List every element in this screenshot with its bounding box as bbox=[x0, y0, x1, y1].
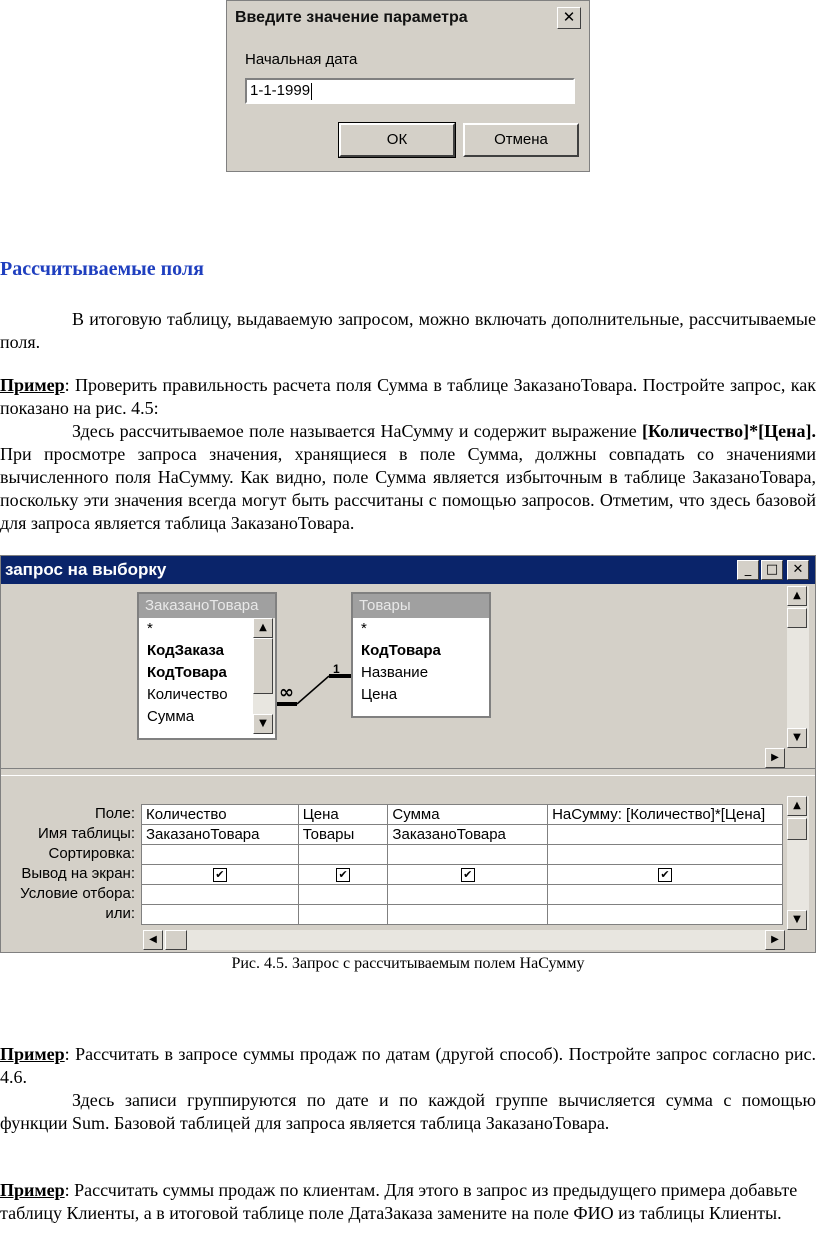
parameter-value: 1-1-1999 bbox=[250, 82, 311, 99]
example-3-task bbox=[0, 1179, 816, 1225]
scroll-up-icon[interactable]: ▲ bbox=[787, 796, 807, 816]
ok-button[interactable]: ОК bbox=[339, 123, 455, 157]
grid-cell bbox=[388, 865, 548, 885]
grid-cell[interactable] bbox=[142, 845, 299, 865]
scroll-right-icon[interactable]: ▶ bbox=[765, 748, 785, 768]
grid-cell[interactable] bbox=[548, 825, 783, 845]
field-item[interactable]: Цена bbox=[361, 686, 398, 703]
pane-splitter[interactable] bbox=[1, 768, 816, 776]
row-label: Вывод на экран: bbox=[21, 865, 135, 882]
example-label: Пример bbox=[0, 1044, 65, 1064]
grid-cell[interactable]: Количество bbox=[142, 805, 299, 825]
example-1-description bbox=[0, 420, 816, 535]
example-1-task bbox=[0, 374, 816, 420]
row-label: или: bbox=[105, 905, 135, 922]
query-window bbox=[0, 555, 816, 953]
text-caret bbox=[311, 83, 312, 100]
grid-cell[interactable] bbox=[142, 885, 299, 905]
row-label: Имя таблицы: bbox=[37, 825, 135, 842]
table-pane bbox=[1, 584, 785, 766]
example-2-task bbox=[0, 1043, 816, 1089]
grid-cell[interactable]: ЗаказаноТовара bbox=[388, 825, 548, 845]
example-3 bbox=[0, 1179, 816, 1225]
query-grid bbox=[141, 804, 783, 925]
cancel-button[interactable]: Отмена bbox=[463, 123, 579, 157]
parameter-label: Начальная дата bbox=[245, 51, 358, 68]
grid-cell[interactable] bbox=[388, 845, 548, 865]
intro-text: В итоговую таблицу, выдаваемую запросом, можно включать дополнительные, рассчитываемые поля. bbox=[0, 309, 816, 352]
table-tovary[interactable] bbox=[351, 592, 491, 718]
scroll-up-icon[interactable]: ▲ bbox=[787, 586, 807, 606]
row-label: Условие отбора: bbox=[20, 885, 135, 902]
example-label: Пример bbox=[0, 1180, 65, 1200]
row-labels bbox=[1, 804, 139, 924]
grid-cell[interactable]: Товары bbox=[298, 825, 388, 845]
field-item[interactable]: КодЗаказа bbox=[147, 642, 225, 659]
table-row bbox=[142, 845, 783, 865]
many-symbol: ∞ bbox=[279, 682, 294, 703]
scroll-left-icon[interactable]: ◀ bbox=[143, 930, 163, 950]
design-grid bbox=[1, 786, 783, 932]
row-label: Поле: bbox=[94, 805, 135, 822]
maximize-icon[interactable]: □ bbox=[761, 560, 783, 580]
grid-cell bbox=[142, 865, 299, 885]
grid-cell bbox=[298, 865, 388, 885]
table-header: Товары bbox=[353, 594, 489, 618]
section-heading: Рассчитываемые поля bbox=[0, 258, 204, 280]
example-2 bbox=[0, 1043, 816, 1135]
show-checkbox[interactable]: ✔ bbox=[461, 868, 475, 882]
table-row bbox=[142, 885, 783, 905]
show-checkbox[interactable]: ✔ bbox=[658, 868, 672, 882]
scroll-down-icon[interactable]: ▼ bbox=[787, 728, 807, 748]
close-icon[interactable]: ✕ bbox=[557, 7, 581, 29]
example-1-desc-a: Здесь рассчитываемое поле называется НаСумму и содержит выражение bbox=[72, 421, 642, 441]
grid-horizontal-scrollbar[interactable] bbox=[143, 930, 785, 950]
grid-cell[interactable]: Сумма bbox=[388, 805, 548, 825]
field-item[interactable]: Количество bbox=[147, 686, 228, 703]
close-window-icon[interactable]: ✕ bbox=[787, 560, 809, 580]
grid-cell bbox=[548, 865, 783, 885]
scroll-thumb[interactable] bbox=[787, 818, 807, 840]
grid-cell[interactable]: Цена bbox=[298, 805, 388, 825]
grid-cell[interactable] bbox=[548, 845, 783, 865]
scroll-thumb[interactable] bbox=[253, 638, 273, 694]
scroll-down-icon[interactable]: ▼ bbox=[253, 714, 273, 734]
dialog-title: Введите значение параметра bbox=[229, 3, 587, 33]
row-label: Сортировка: bbox=[48, 845, 135, 862]
table-zakazanotovara[interactable] bbox=[137, 592, 277, 740]
field-item[interactable]: Название bbox=[361, 664, 429, 681]
field-item[interactable]: КодТовара bbox=[147, 664, 227, 681]
example-2-description: Здесь записи группируются по дате и по каждой группе вычисляется сумма с помощью функции Sum. Базовой таблицей для запроса является таблица ЗаказаноТовара. bbox=[0, 1090, 816, 1133]
example-1-text: : Проверить правильность расчета поля Сумма в таблице ЗаказаноТовара. Постройте запрос, как показано на рис. 4.5: bbox=[0, 375, 816, 418]
minimize-icon[interactable]: _ bbox=[737, 560, 759, 580]
grid-cell[interactable] bbox=[548, 905, 783, 925]
pane-vertical-scrollbar[interactable] bbox=[787, 586, 809, 748]
show-checkbox[interactable]: ✔ bbox=[213, 868, 227, 882]
table-scrollbar[interactable] bbox=[253, 618, 275, 734]
grid-cell[interactable] bbox=[298, 845, 388, 865]
example-1-desc-b: При просмотре запроса значения, хранящиеся в поле Сумма, должны совпадать со значениями вычисленного поля НаСумму. Как видно, поле Сумма является избыточным в таблице ЗаказаноТовара, поскольку эти значения всегда могут быть рассчитаны с помощью запросов. Отметим, что здесь базовой для запроса является таблица ЗаказаноТовара. bbox=[0, 444, 816, 533]
expression: [Количество]*[Цена]. bbox=[641, 421, 816, 441]
grid-cell[interactable]: НаСумму: [Количество]*[Цена] bbox=[548, 805, 783, 825]
example-2-text: : Рассчитать в запросе суммы продаж по датам (другой способ). Постройте запрос согласно рис. 4.6. bbox=[0, 1044, 816, 1087]
scroll-thumb[interactable] bbox=[165, 930, 187, 950]
grid-vertical-scrollbar[interactable] bbox=[787, 796, 809, 930]
table-header: ЗаказаноТовара bbox=[139, 594, 275, 618]
grid-cell[interactable] bbox=[298, 905, 388, 925]
figure-caption: Рис. 4.5. Запрос с рассчитываемым полем НаСумму bbox=[231, 955, 585, 972]
one-symbol: 1 bbox=[333, 662, 340, 676]
table-row bbox=[142, 805, 783, 825]
grid-cell[interactable] bbox=[298, 885, 388, 905]
parameter-input[interactable] bbox=[245, 78, 575, 104]
table-row bbox=[142, 905, 783, 925]
example-3-text: : Рассчитать суммы продаж по клиентам. Для этого в запрос из предыдущего примера добавьте таблицу Клиенты, а в итоговой таблице поле ДатаЗаказа замените на поле ФИО из таблицы Клиенты. bbox=[0, 1180, 798, 1223]
example-1 bbox=[0, 374, 816, 535]
field-item[interactable]: Сумма bbox=[147, 708, 195, 725]
field-item[interactable]: * bbox=[361, 620, 367, 637]
scroll-up-icon[interactable]: ▲ bbox=[253, 618, 273, 638]
scroll-down-icon[interactable]: ▼ bbox=[787, 910, 807, 930]
parameter-dialog bbox=[226, 0, 590, 172]
table-row bbox=[142, 865, 783, 885]
query-title: запрос на выборку bbox=[1, 556, 815, 584]
table-row bbox=[142, 825, 783, 845]
grid-cell[interactable] bbox=[548, 885, 783, 905]
example-label: Пример bbox=[0, 375, 65, 395]
field-item[interactable]: * bbox=[147, 620, 153, 637]
intro-paragraph bbox=[0, 308, 816, 354]
grid-cell[interactable] bbox=[388, 885, 548, 905]
grid-cell[interactable]: ЗаказаноТовара bbox=[142, 825, 299, 845]
show-checkbox[interactable]: ✔ bbox=[336, 868, 350, 882]
grid-cell[interactable] bbox=[388, 905, 548, 925]
field-item[interactable]: КодТовара bbox=[361, 642, 441, 659]
scroll-right-icon[interactable]: ▶ bbox=[765, 930, 785, 950]
scroll-thumb[interactable] bbox=[787, 608, 807, 628]
grid-cell[interactable] bbox=[142, 905, 299, 925]
